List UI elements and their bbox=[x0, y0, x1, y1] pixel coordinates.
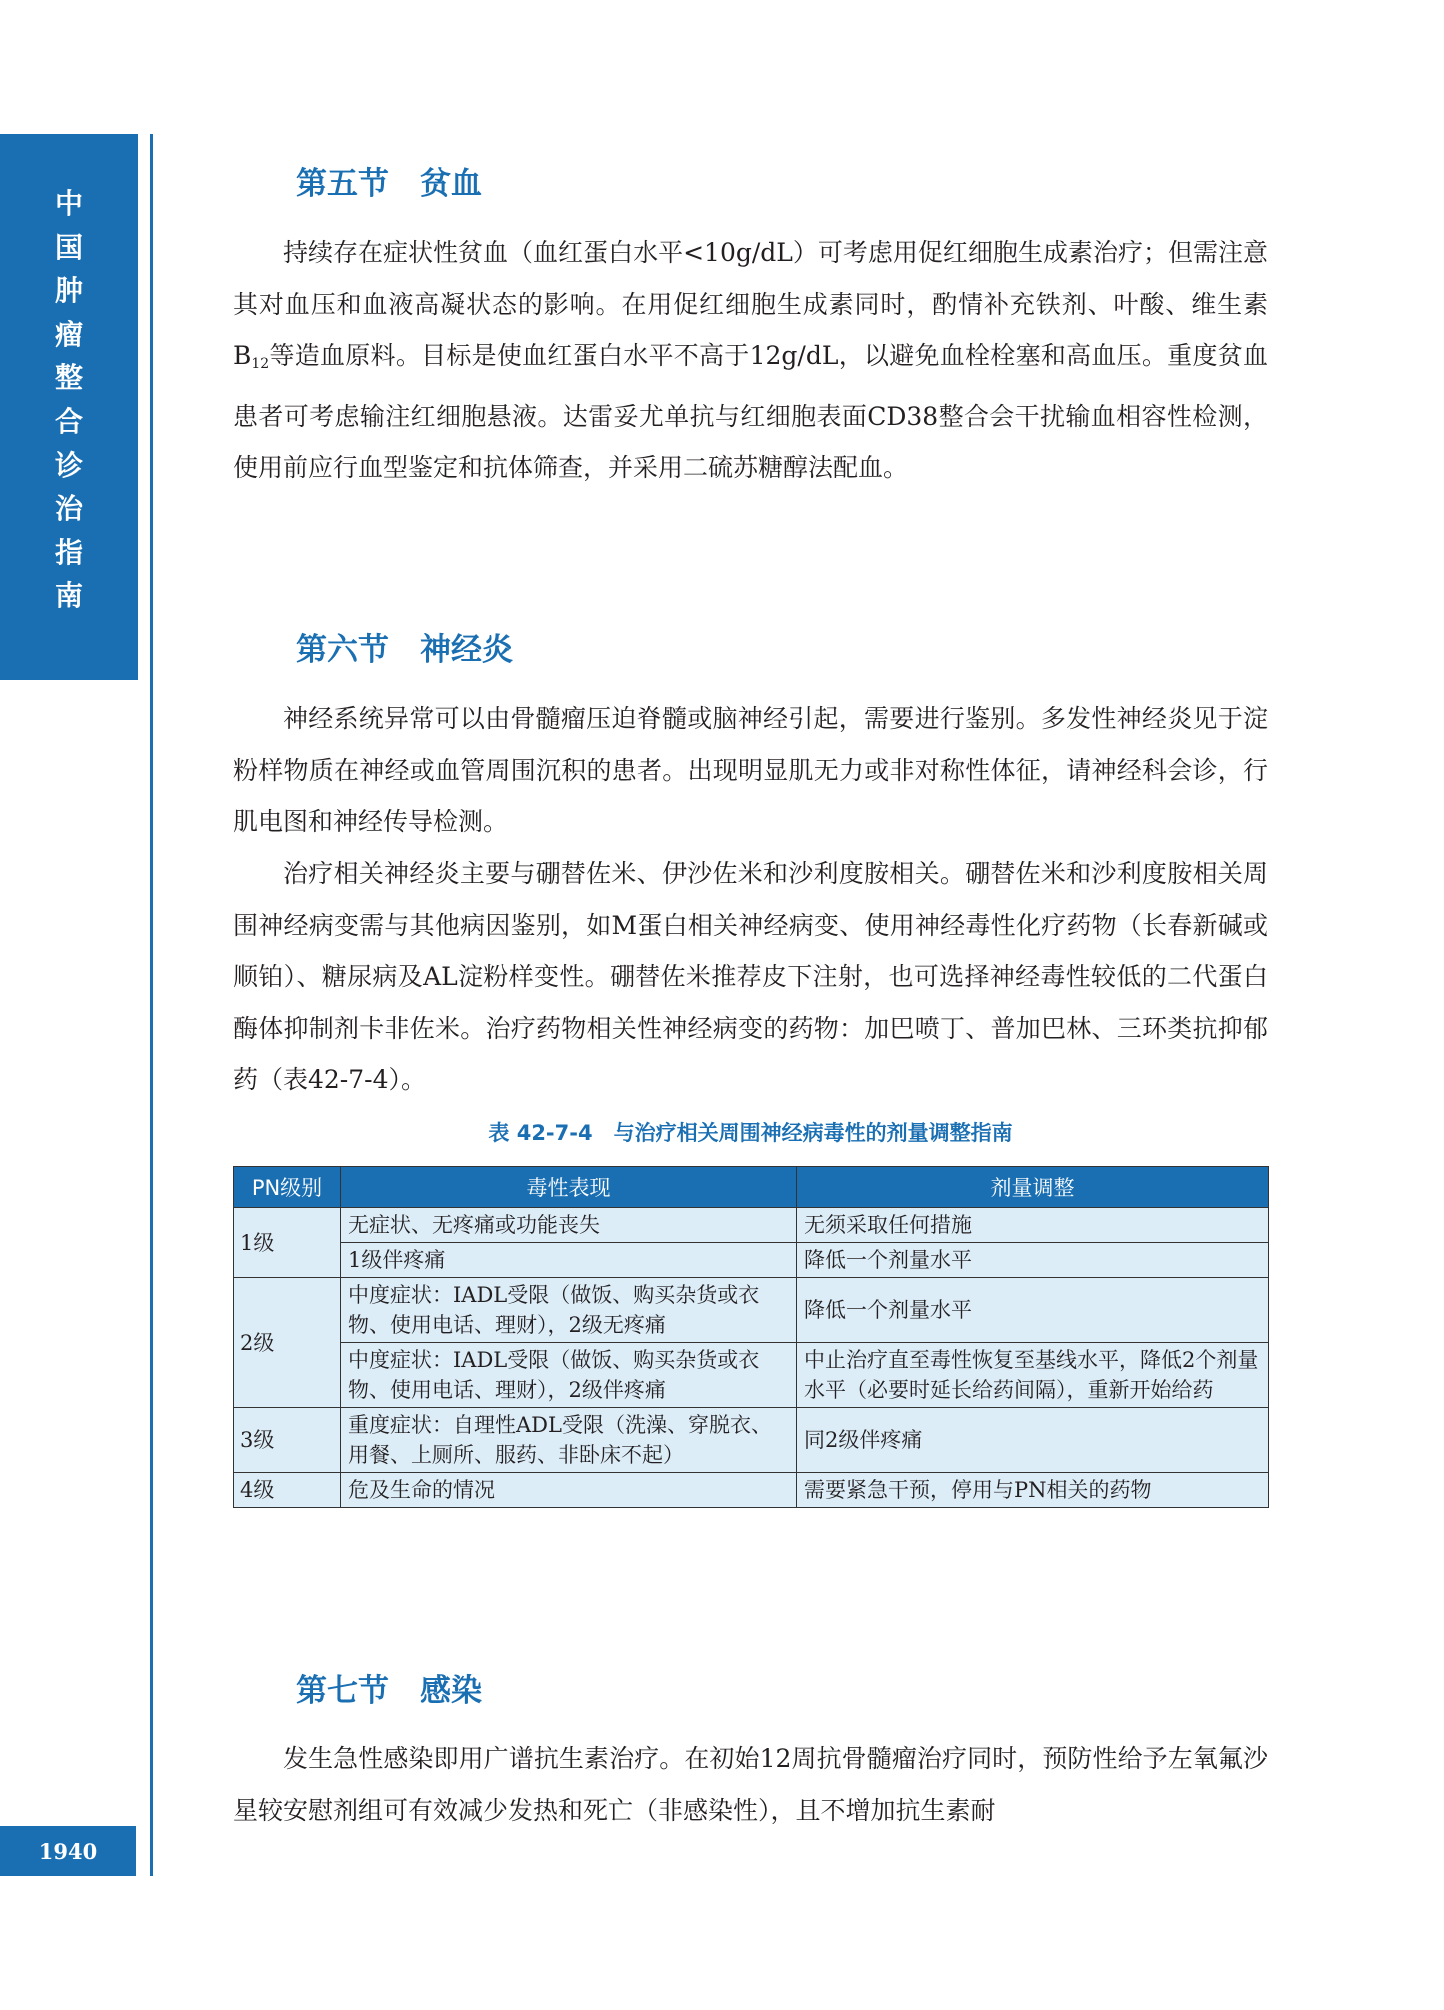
paragraph-neuritis-2: 治疗相关神经炎主要与硼替佐米、伊沙佐米和沙利度胺相关。硼替佐米和沙利度胺相关周围神经病变需与其他病因鉴别，如M蛋白相关神经病变、使用神经毒性化疗药物（长春新碱或顺铂）、糖尿病及AL淀粉样变性。硼替佐米推荐皮下注射，也可选择神经毒性较低的二代蛋白酶体抑制剂卡非佐米。治疗药物相关性神经病变的药物：加巴喷丁、普加巴林、三环类抗抑郁药（表42-7-4）。 bbox=[233, 859, 1268, 1094]
table-row bbox=[234, 1408, 1269, 1473]
dose-cell: 无须采取任何措施 bbox=[797, 1208, 1269, 1243]
book-title-char: 国 bbox=[54, 230, 83, 264]
grade-cell: 1级 bbox=[234, 1208, 341, 1278]
dose-cell: 降低一个剂量水平 bbox=[797, 1243, 1269, 1278]
book-title-char: 肿 bbox=[54, 274, 83, 308]
section-heading-infection: 第七节 感染 bbox=[296, 1673, 482, 1709]
table-header-row bbox=[234, 1167, 1269, 1208]
toxicity-cell: 无症状、无疼痛或功能丧失 bbox=[341, 1208, 797, 1243]
toxicity-cell: 1级伴疼痛 bbox=[341, 1243, 797, 1278]
book-title-char: 诊 bbox=[54, 448, 83, 482]
table-row bbox=[234, 1243, 1269, 1278]
book-title-char: 合 bbox=[54, 404, 83, 438]
dose-adjustment-table bbox=[233, 1166, 1269, 1508]
book-title-char: 南 bbox=[54, 579, 83, 613]
toxicity-cell: 中度症状：IADL受限（做饭、购买杂货或衣物、使用电话、理财），2级无疼痛 bbox=[341, 1278, 797, 1343]
table-row bbox=[234, 1343, 1269, 1408]
margin-rule bbox=[150, 134, 153, 1876]
book-title-char: 整 bbox=[54, 361, 83, 395]
table-caption: 表 42-7-4 与治疗相关周围神经病毒性的剂量调整指南 bbox=[488, 1121, 1013, 1145]
header-dose: 剂量调整 bbox=[797, 1167, 1269, 1208]
book-title-char: 中 bbox=[54, 187, 83, 220]
subscript: 12 bbox=[251, 356, 270, 372]
dose-cell: 同2级伴疼痛 bbox=[797, 1408, 1269, 1473]
toxicity-cell: 中度症状：IADL受限（做饭、购买杂货或衣物、使用电话、理财），2级伴疼痛 bbox=[341, 1343, 797, 1408]
book-title-char: 指 bbox=[54, 535, 83, 569]
paragraph-text: 等造血原料。目标是使血红蛋白水平不高于12g/dL，以避免血栓栓塞和高血压。重度贫血患者可考虑输注红细胞悬液。达雷妥尤单抗与红细胞表面CD38整合会干扰输血相容性检测，使用前应行血型鉴定和抗体筛查，并采用二硫苏糖醇法配血。 bbox=[233, 341, 1268, 482]
grade-cell: 2级 bbox=[234, 1278, 341, 1408]
book-title-vertical bbox=[0, 182, 138, 618]
dose-cell: 中止治疗直至毒性恢复至基线水平，降低2个剂量水平（必要时延长给药间隔），重新开始给药 bbox=[797, 1343, 1269, 1408]
dose-cell: 降低一个剂量水平 bbox=[797, 1278, 1269, 1343]
paragraph-infection: 发生急性感染即用广谱抗生素治疗。在初始12周抗骨髓瘤治疗同时，预防性给予左氧氟沙星较安慰剂组可有效减少发热和死亡（非感染性），且不增加抗生素耐 bbox=[233, 1744, 1268, 1825]
grade-cell: 3级 bbox=[234, 1408, 341, 1473]
page-number-box bbox=[0, 1826, 136, 1876]
grade-cell: 4级 bbox=[234, 1473, 341, 1508]
paragraph-text: 持续存在症状性贫血（血红蛋白水平<10g/dL）可考虑用促红细胞生成素治疗；但需注意其对血压和血液高凝状态的影响。在用促红细胞生成素同时，酌情补充铁剂、叶酸、维生素B bbox=[233, 238, 1268, 370]
paragraph-neuritis-1: 神经系统异常可以由骨髓瘤压迫脊髓或脑神经引起，需要进行鉴别。多发性神经炎见于淀粉样物质在神经或血管周围沉积的患者。出现明显肌无力或非对称性体征，请神经科会诊，行肌电图和神经传导检测。 bbox=[233, 704, 1268, 836]
paragraph-anemia bbox=[233, 227, 1268, 494]
section-heading-anemia: 第五节 贫血 bbox=[296, 166, 482, 202]
toxicity-cell: 重度症状：自理性ADL受限（洗澡、穿脱衣、用餐、上厕所、服药、非卧床不起） bbox=[341, 1408, 797, 1473]
header-toxicity: 毒性表现 bbox=[341, 1167, 797, 1208]
page-number: 1940 bbox=[38, 1838, 98, 1864]
book-title-char: 瘤 bbox=[54, 317, 83, 351]
table-row bbox=[234, 1473, 1269, 1508]
header-grade: PN级别 bbox=[234, 1167, 341, 1208]
section-heading-neuritis: 第六节 神经炎 bbox=[296, 632, 513, 668]
dose-cell: 需要紧急干预，停用与PN相关的药物 bbox=[797, 1473, 1269, 1508]
book-title-char: 治 bbox=[54, 492, 83, 526]
toxicity-cell: 危及生命的情况 bbox=[341, 1473, 797, 1508]
table-row bbox=[234, 1208, 1269, 1243]
table-row bbox=[234, 1278, 1269, 1343]
